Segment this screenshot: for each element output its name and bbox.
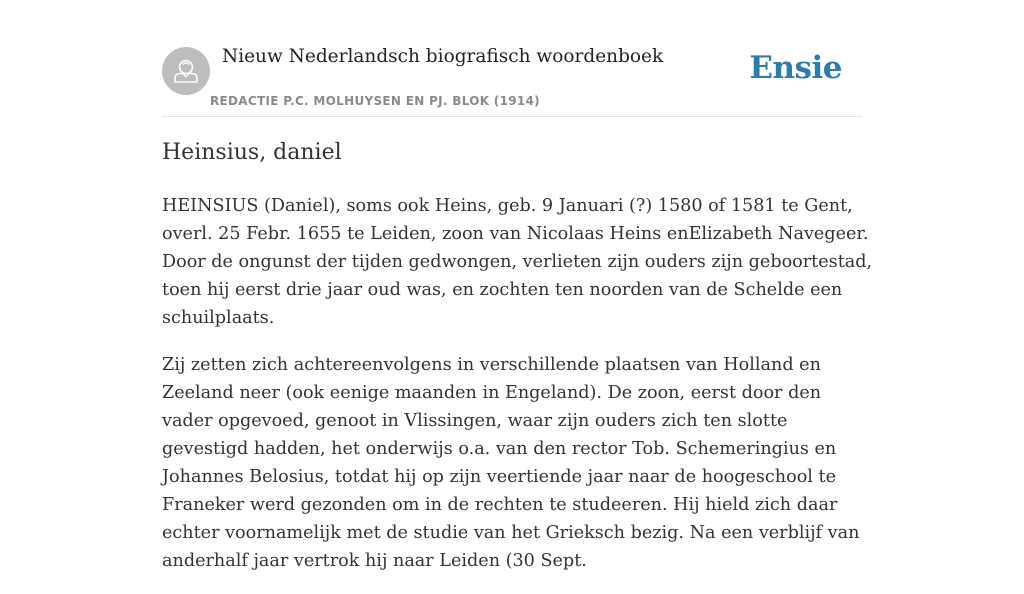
paragraph: Zij zetten zich achtereenvolgens in verschillende plaatsen van Holland en Zeeland neer (ook eenige maanden in Engeland). De zoon, eerst door den vader opgevoed, genoot in Vlissingen, waar zijn ouders zich ten slotte gevestigd hadden, het onderwijs o.a. van den rector Tob. Schemeringius en Johannes Belosius, totdat hij op zijn veertiende jaar naar de hoogeschool te Franeker werd gezonden om in de rechten te studeeren. Hij hield zich daar echter voornamelijk met de studie van het Grieksch bezig. Na een verblijf van anderhalf jaar vertrok hij naar Leiden (30 Sept. — [162, 355, 860, 571]
book-editors: REDACTIE P.C. MOLHUYSEN EN PJ. BLOK (1914) — [210, 94, 540, 108]
paragraph: HEINSIUS (Daniel), soms ook Heins, geb. 9 Januari (?) 1580 of 1581 te Gent, overl. 25 Febr. 1655 te Leiden, zoon van Nicolaas Heins enElizabeth Navegeer. Door de ongunst der tijden gedwongen, verlieten zijn ouders zijn geboortestad, toen hij eerst drie jaar oud was, en zochten ten noorden van de Schelde een schuilplaats. — [162, 196, 873, 328]
entry-body — [162, 192, 874, 594]
entry-title: Heinsius, daniel — [162, 140, 342, 165]
ensie-logo[interactable]: Ensie — [749, 50, 842, 86]
book-title-link[interactable]: Nieuw Nederlandsch biografisch woordenboek — [222, 46, 664, 67]
book-header — [162, 46, 862, 117]
avatar[interactable] — [162, 47, 210, 95]
person-icon — [162, 47, 210, 95]
